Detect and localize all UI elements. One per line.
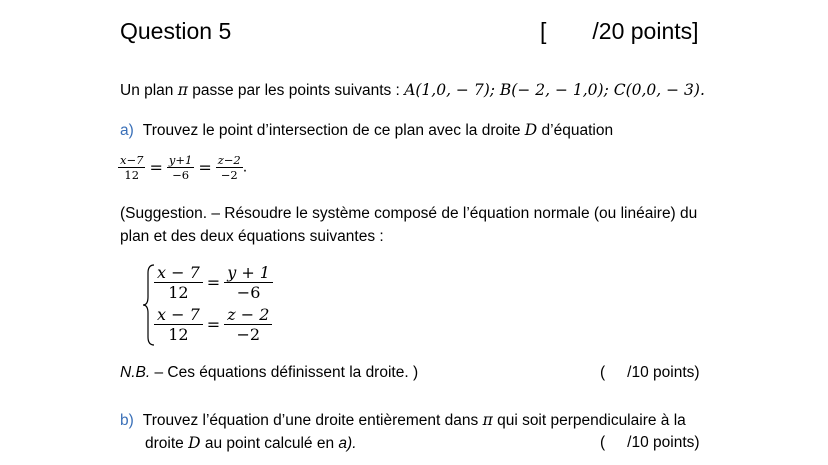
part-a-label: a): [120, 122, 134, 139]
intro-points: A(1,0, − 7); B(− 2, − 1,0); C(0,0, − 3).: [404, 81, 705, 99]
intro-text-after: passe par les points suivants :: [187, 82, 405, 99]
part-b-question-line-2: droite D au point calculé en a).: [145, 434, 357, 452]
nb-prefix: N.B.: [120, 364, 151, 381]
equals-sign: =: [149, 158, 163, 177]
equals-sign: =: [206, 315, 221, 334]
part-a-reference: a).: [338, 435, 357, 452]
system-equation-2: [154, 305, 272, 344]
part-a-text-before: Trouvez le point d’intersection de ce plan avec la droite: [142, 122, 525, 139]
fraction-y: $\frac{y+1}{-6}$: [168, 153, 193, 182]
equation-system: [142, 263, 282, 347]
nb-note: [120, 364, 418, 382]
fraction-x: $\frac{x - 7}{12}$: [154, 305, 203, 344]
intro-paragraph: [120, 81, 705, 100]
fraction-z: $\frac{z-2}{-2}$: [217, 153, 241, 182]
equals-sign: =: [206, 273, 221, 292]
equals-sign: =: [198, 158, 212, 177]
points-bracket: [: [540, 18, 547, 44]
suggestion-line-2: plan et des deux équations suivantes :: [120, 228, 384, 245]
part-b-points: ( /10 points): [600, 434, 700, 451]
part-a-question: [120, 121, 613, 140]
question-points: [540, 18, 699, 45]
points-total: /20 points]: [592, 18, 699, 44]
nb-text: – Ces équations définissent la droite. ): [150, 364, 419, 381]
question-title: Question 5: [120, 18, 232, 44]
part-a-text-after: d’équation: [537, 122, 614, 139]
fraction-y: $\frac{y + 1}{-6}$: [224, 263, 273, 302]
line-D: D: [188, 434, 201, 452]
part-b-question-line-1: b) Trouvez l’équation d’une droite entièrement dans π qui soit perpendiculaire à la: [120, 411, 686, 429]
fraction-x: $\frac{x-7}{12}$: [120, 153, 144, 182]
part-b-label: b): [120, 412, 134, 429]
pi-symbol: π: [482, 411, 493, 429]
part-a-points: ( /10 points): [600, 364, 700, 381]
period: .: [242, 158, 248, 176]
pi-symbol: π: [177, 81, 188, 99]
intro-text-before: Un plan: [120, 82, 178, 99]
suggestion-line-1: (Suggestion. – Résoudre le système composé de l’équation normale (ou linéaire) du: [120, 205, 698, 222]
fraction-z: $\frac{z - 2}{-2}$: [224, 305, 272, 344]
fraction-x: $\frac{x - 7}{12}$: [154, 263, 203, 302]
system-equation-1: [154, 263, 273, 302]
line-D: D: [524, 121, 538, 139]
line-equation: [118, 153, 247, 182]
